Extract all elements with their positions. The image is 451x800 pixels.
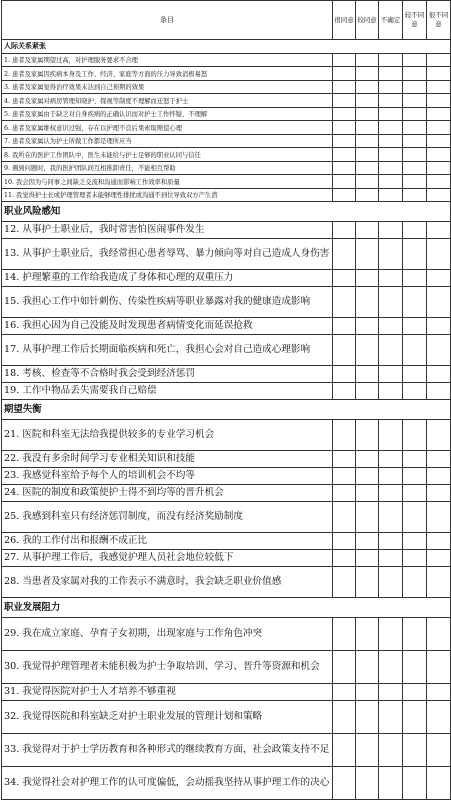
- answer-cell-strongly-agree[interactable]: [333, 107, 356, 121]
- item-text: 11. 我觉得护士长或护理管理者未能够理性排扰或沟通不到位导致双方产生潜: [2, 188, 333, 202]
- answer-cell-unsure[interactable]: [379, 451, 403, 468]
- item-text: 30. 我觉得护理管理者未能积极为护士争取培训、学习、晋升等资源和机会: [2, 651, 333, 684]
- answer-cell-strongly-agree[interactable]: [333, 468, 356, 485]
- answer-cell-agree[interactable]: [356, 80, 379, 94]
- item-text: 25. 我感到科室只有经济惩罚制度，而没有经济奖励制度: [2, 502, 333, 533]
- answer-cell-strongly-disagree[interactable]: [427, 53, 451, 67]
- item-text: 13. 从事护士职业后，我经常担心患者辱骂、暴力倾向等对自己造成人身伤害: [2, 239, 333, 270]
- answer-cell-disagree[interactable]: [403, 134, 427, 148]
- item-text: 22. 我没有多余时间学习专业相关知识和技能: [2, 451, 333, 468]
- item-text: 3. 患者及家属觉得治疗效果未达到自己预期的效果: [2, 80, 333, 94]
- answer-cell-agree[interactable]: [356, 335, 379, 366]
- section-title: 人际关系紧张: [2, 40, 451, 54]
- answer-cell-strongly-disagree[interactable]: [427, 420, 451, 451]
- section-title: 期望失衡: [2, 400, 451, 420]
- answer-cell-strongly-agree[interactable]: [333, 420, 356, 451]
- header-row: [2, 1, 451, 40]
- answer-cell-strongly-disagree[interactable]: [427, 468, 451, 485]
- answer-cell-strongly-agree[interactable]: [333, 161, 356, 175]
- answer-cell-unsure[interactable]: [379, 318, 403, 335]
- answer-cell-strongly-disagree[interactable]: [427, 335, 451, 366]
- header-option-disagree: 较不同意: [403, 1, 427, 40]
- answer-cell-strongly-disagree[interactable]: [427, 651, 451, 684]
- answer-cell-strongly-disagree[interactable]: [427, 270, 451, 287]
- answer-cell-strongly-disagree[interactable]: [427, 383, 451, 400]
- answer-cell-agree[interactable]: [356, 618, 379, 651]
- table-row: [2, 767, 451, 800]
- answer-cell-strongly-agree[interactable]: [333, 618, 356, 651]
- table-row: [2, 53, 451, 67]
- item-text: 5. 患者及家属由于缺乏对自身疾病的正确认识而对护士工作怀疑、不理解: [2, 107, 333, 121]
- answer-cell-unsure[interactable]: [379, 188, 403, 202]
- answer-cell-agree[interactable]: [356, 502, 379, 533]
- item-text: 10. 我会因为与同事之间缺乏交流和沟通而影响工作效率和质量: [2, 175, 333, 189]
- answer-cell-strongly-agree[interactable]: [333, 567, 356, 598]
- answer-cell-unsure[interactable]: [379, 287, 403, 318]
- answer-cell-strongly-disagree[interactable]: [427, 107, 451, 121]
- table-row: [2, 618, 451, 651]
- answer-cell-agree[interactable]: [356, 318, 379, 335]
- table-row: [2, 175, 451, 189]
- answer-cell-unsure[interactable]: [379, 468, 403, 485]
- answer-cell-disagree[interactable]: [403, 222, 427, 239]
- answer-cell-strongly-disagree[interactable]: [427, 239, 451, 270]
- item-text: 19. 工作中物品丢失需要我自己赔偿: [2, 383, 333, 400]
- questionnaire-table: [1, 0, 451, 800]
- header-option-agree: 较同意: [356, 1, 379, 40]
- answer-cell-disagree[interactable]: [403, 734, 427, 767]
- table-row: [2, 134, 451, 148]
- answer-cell-unsure[interactable]: [379, 485, 403, 502]
- answer-cell-agree[interactable]: [356, 148, 379, 162]
- answer-cell-disagree[interactable]: [403, 550, 427, 567]
- answer-cell-strongly-disagree[interactable]: [427, 287, 451, 318]
- table-row: [2, 651, 451, 684]
- answer-cell-disagree[interactable]: [403, 270, 427, 287]
- answer-cell-strongly-disagree[interactable]: [427, 485, 451, 502]
- answer-cell-strongly-agree[interactable]: [333, 222, 356, 239]
- answer-cell-strongly-agree[interactable]: [333, 767, 356, 800]
- answer-cell-unsure[interactable]: [379, 502, 403, 533]
- header-item-column: 条目: [2, 1, 333, 40]
- answer-cell-disagree[interactable]: [403, 53, 427, 67]
- table-row: [2, 383, 451, 400]
- item-text: 17. 从事护理工作后长期面临疾病和死亡，我担心会对自己造成心理影响: [2, 335, 333, 366]
- answer-cell-unsure[interactable]: [379, 420, 403, 451]
- answer-cell-agree[interactable]: [356, 107, 379, 121]
- item-text: 31. 我觉得医院对护士人才培养不够重视: [2, 684, 333, 701]
- section-row: [2, 202, 451, 222]
- answer-cell-strongly-disagree[interactable]: [427, 734, 451, 767]
- answer-cell-disagree[interactable]: [403, 80, 427, 94]
- answer-cell-strongly-agree[interactable]: [333, 651, 356, 684]
- answer-cell-strongly-disagree[interactable]: [427, 533, 451, 550]
- answer-cell-disagree[interactable]: [403, 485, 427, 502]
- answer-cell-strongly-agree[interactable]: [333, 134, 356, 148]
- answer-cell-agree[interactable]: [356, 767, 379, 800]
- answer-cell-unsure[interactable]: [379, 335, 403, 366]
- answer-cell-disagree[interactable]: [403, 175, 427, 189]
- answer-cell-disagree[interactable]: [403, 335, 427, 366]
- table-row: [2, 533, 451, 550]
- table-row: [2, 161, 451, 175]
- answer-cell-strongly-disagree[interactable]: [427, 175, 451, 189]
- answer-cell-strongly-disagree[interactable]: [427, 67, 451, 81]
- answer-cell-strongly-agree[interactable]: [333, 270, 356, 287]
- table-row: [2, 287, 451, 318]
- table-row: [2, 222, 451, 239]
- answer-cell-agree[interactable]: [356, 684, 379, 701]
- table-row: [2, 107, 451, 121]
- answer-cell-strongly-agree[interactable]: [333, 287, 356, 318]
- answer-cell-agree[interactable]: [356, 53, 379, 67]
- answer-cell-strongly-disagree[interactable]: [427, 80, 451, 94]
- answer-cell-strongly-disagree[interactable]: [427, 366, 451, 383]
- answer-cell-disagree[interactable]: [403, 318, 427, 335]
- header-option-strongly-agree: 很同意: [333, 1, 356, 40]
- answer-cell-disagree[interactable]: [403, 651, 427, 684]
- item-text: 16. 我担心因为自己没能及时发现患者病情变化而延误抢救: [2, 318, 333, 335]
- answer-cell-strongly-agree[interactable]: [333, 53, 356, 67]
- answer-cell-strongly-disagree[interactable]: [427, 94, 451, 108]
- answer-cell-unsure[interactable]: [379, 94, 403, 108]
- answer-cell-agree[interactable]: [356, 550, 379, 567]
- item-text: 4. 患者及家属对病房管理知晓护、探视等制度不理解而迁怒于护士: [2, 94, 333, 108]
- answer-cell-disagree[interactable]: [403, 121, 427, 135]
- answer-cell-strongly-agree[interactable]: [333, 383, 356, 400]
- section-row: [2, 40, 451, 54]
- answer-cell-disagree[interactable]: [403, 239, 427, 270]
- item-text: 32. 我觉得医院和科室缺乏对护士职业发展的管理计划和策略: [2, 701, 333, 734]
- answer-cell-disagree[interactable]: [403, 287, 427, 318]
- item-text: 28. 当患者及家属对我的工作表示不满意时，我会缺乏职业价值感: [2, 567, 333, 598]
- answer-cell-strongly-agree[interactable]: [333, 121, 356, 135]
- item-text: 6. 患者及家属维权意识过强，存在以护理不良后果索取赔偿心理: [2, 121, 333, 135]
- answer-cell-unsure[interactable]: [379, 366, 403, 383]
- answer-cell-strongly-disagree[interactable]: [427, 451, 451, 468]
- answer-cell-agree[interactable]: [356, 701, 379, 734]
- answer-cell-agree[interactable]: [356, 134, 379, 148]
- answer-cell-strongly-agree[interactable]: [333, 701, 356, 734]
- answer-cell-unsure[interactable]: [379, 222, 403, 239]
- answer-cell-strongly-disagree[interactable]: [427, 148, 451, 162]
- answer-cell-unsure[interactable]: [379, 53, 403, 67]
- item-text: 23. 我感觉科室给予每个人的培训机会不均等: [2, 468, 333, 485]
- answer-cell-strongly-disagree[interactable]: [427, 550, 451, 567]
- table-row: [2, 420, 451, 451]
- answer-cell-strongly-agree[interactable]: [333, 335, 356, 366]
- table-row: [2, 121, 451, 135]
- answer-cell-unsure[interactable]: [379, 651, 403, 684]
- answer-cell-strongly-disagree[interactable]: [427, 767, 451, 800]
- answer-cell-disagree[interactable]: [403, 148, 427, 162]
- answer-cell-agree[interactable]: [356, 468, 379, 485]
- answer-cell-strongly-agree[interactable]: [333, 734, 356, 767]
- answer-cell-strongly-agree[interactable]: [333, 175, 356, 189]
- item-text: 27. 从事护理工作后，我感觉护理人员社会地位较低下: [2, 550, 333, 567]
- answer-cell-unsure[interactable]: [379, 134, 403, 148]
- item-text: 1. 患者及家属期望过高，对护理服务要求不合理: [2, 53, 333, 67]
- answer-cell-agree[interactable]: [356, 67, 379, 81]
- answer-cell-unsure[interactable]: [379, 383, 403, 400]
- answer-cell-disagree[interactable]: [403, 767, 427, 800]
- item-text: 33. 我觉得对于护士学历教育和各种形式的继续教育方面，社会政策支持不足: [2, 734, 333, 767]
- answer-cell-disagree[interactable]: [403, 468, 427, 485]
- answer-cell-strongly-agree[interactable]: [333, 684, 356, 701]
- answer-cell-strongly-disagree[interactable]: [427, 567, 451, 598]
- table-row: [2, 734, 451, 767]
- answer-cell-agree[interactable]: [356, 161, 379, 175]
- answer-cell-strongly-agree[interactable]: [333, 502, 356, 533]
- answer-cell-disagree[interactable]: [403, 701, 427, 734]
- answer-cell-unsure[interactable]: [379, 533, 403, 550]
- answer-cell-strongly-disagree[interactable]: [427, 318, 451, 335]
- answer-cell-disagree[interactable]: [403, 188, 427, 202]
- answer-cell-strongly-agree[interactable]: [333, 533, 356, 550]
- item-text: 24. 医院的制度和政策使护士得不到均等的晋升机会: [2, 485, 333, 502]
- answer-cell-agree[interactable]: [356, 222, 379, 239]
- answer-cell-strongly-disagree[interactable]: [427, 121, 451, 135]
- answer-cell-unsure[interactable]: [379, 270, 403, 287]
- table-row: [2, 318, 451, 335]
- table-row: [2, 550, 451, 567]
- item-text: 8. 我所在的医护工作团队中，医生未能给与护士足够的职业认同与信任: [2, 148, 333, 162]
- answer-cell-unsure[interactable]: [379, 107, 403, 121]
- answer-cell-strongly-disagree[interactable]: [427, 701, 451, 734]
- table-row: [2, 502, 451, 533]
- item-text: 14. 护理繁重的工作给我造成了身体和心理的双重压力: [2, 270, 333, 287]
- answer-cell-strongly-disagree[interactable]: [427, 134, 451, 148]
- answer-cell-unsure[interactable]: [379, 550, 403, 567]
- table-row: [2, 67, 451, 81]
- answer-cell-disagree[interactable]: [403, 420, 427, 451]
- answer-cell-agree[interactable]: [356, 287, 379, 318]
- answer-cell-unsure[interactable]: [379, 618, 403, 651]
- answer-cell-agree[interactable]: [356, 451, 379, 468]
- answer-cell-strongly-disagree[interactable]: [427, 502, 451, 533]
- table-row: [2, 148, 451, 162]
- answer-cell-agree[interactable]: [356, 94, 379, 108]
- table-row: [2, 485, 451, 502]
- section-title: 职业风险感知: [2, 202, 451, 222]
- answer-cell-disagree[interactable]: [403, 383, 427, 400]
- answer-cell-agree[interactable]: [356, 239, 379, 270]
- header-option-unsure: 不确定: [379, 1, 403, 40]
- answer-cell-strongly-disagree[interactable]: [427, 684, 451, 701]
- item-text: 18. 考核、检查等不合格时我会受到经济惩罚: [2, 366, 333, 383]
- table-row: [2, 366, 451, 383]
- answer-cell-disagree[interactable]: [403, 366, 427, 383]
- answer-cell-agree[interactable]: [356, 567, 379, 598]
- answer-cell-disagree[interactable]: [403, 533, 427, 550]
- answer-cell-unsure[interactable]: [379, 767, 403, 800]
- answer-cell-strongly-disagree[interactable]: [427, 161, 451, 175]
- answer-cell-disagree[interactable]: [403, 451, 427, 468]
- table-row: [2, 80, 451, 94]
- answer-cell-strongly-agree[interactable]: [333, 188, 356, 202]
- answer-cell-disagree[interactable]: [403, 684, 427, 701]
- item-text: 34. 我觉得社会对护理工作的认可度偏低，会动摇我坚持从事护理工作的决心: [2, 767, 333, 800]
- item-text: 12. 从事护士职业后，我时常害怕医闹事件发生: [2, 222, 333, 239]
- answer-cell-strongly-agree[interactable]: [333, 451, 356, 468]
- item-text: 21. 医院和科室无法给我提供较多的专业学习机会: [2, 420, 333, 451]
- answer-cell-unsure[interactable]: [379, 701, 403, 734]
- answer-cell-disagree[interactable]: [403, 618, 427, 651]
- answer-cell-strongly-disagree[interactable]: [427, 188, 451, 202]
- item-text: 26. 我的工作付出和报酬不成正比: [2, 533, 333, 550]
- answer-cell-strongly-agree[interactable]: [333, 485, 356, 502]
- answer-cell-agree[interactable]: [356, 420, 379, 451]
- answer-cell-disagree[interactable]: [403, 567, 427, 598]
- answer-cell-agree[interactable]: [356, 734, 379, 767]
- answer-cell-agree[interactable]: [356, 533, 379, 550]
- table-row: [2, 270, 451, 287]
- item-text: 15. 我担心工作中如针刺伤、传染性疾病等职业暴露对我的健康造成影响: [2, 287, 333, 318]
- answer-cell-agree[interactable]: [356, 270, 379, 287]
- answer-cell-agree[interactable]: [356, 366, 379, 383]
- table-row: [2, 684, 451, 701]
- answer-cell-strongly-agree[interactable]: [333, 94, 356, 108]
- answer-cell-agree[interactable]: [356, 121, 379, 135]
- answer-cell-agree[interactable]: [356, 175, 379, 189]
- answer-cell-unsure[interactable]: [379, 80, 403, 94]
- answer-cell-agree[interactable]: [356, 651, 379, 684]
- answer-cell-unsure[interactable]: [379, 67, 403, 81]
- answer-cell-strongly-agree[interactable]: [333, 239, 356, 270]
- item-text: 7. 患者及家属认为护士所做工作都是理所应当: [2, 134, 333, 148]
- answer-cell-unsure[interactable]: [379, 148, 403, 162]
- answer-cell-disagree[interactable]: [403, 161, 427, 175]
- answer-cell-strongly-agree[interactable]: [333, 80, 356, 94]
- answer-cell-disagree[interactable]: [403, 107, 427, 121]
- answer-cell-agree[interactable]: [356, 188, 379, 202]
- answer-cell-strongly-agree[interactable]: [333, 148, 356, 162]
- table-row: [2, 188, 451, 202]
- table-row: [2, 567, 451, 598]
- table-row: [2, 239, 451, 270]
- table-row: [2, 94, 451, 108]
- item-text: 9. 遇到问题时，我的医护团队间互相推卸责任，不能相互帮助: [2, 161, 333, 175]
- answer-cell-strongly-agree[interactable]: [333, 67, 356, 81]
- answer-cell-strongly-agree[interactable]: [333, 318, 356, 335]
- answer-cell-unsure[interactable]: [379, 161, 403, 175]
- answer-cell-unsure[interactable]: [379, 121, 403, 135]
- section-row: [2, 598, 451, 618]
- answer-cell-strongly-agree[interactable]: [333, 550, 356, 567]
- answer-cell-unsure[interactable]: [379, 734, 403, 767]
- header-option-strongly-disagree: 很不同意: [427, 1, 451, 40]
- answer-cell-unsure[interactable]: [379, 684, 403, 701]
- item-text: 2. 患者及家属因疾病本身及工作、经济、家庭等方面的压力导致消极易怒: [2, 67, 333, 81]
- answer-cell-disagree[interactable]: [403, 502, 427, 533]
- answer-cell-strongly-disagree[interactable]: [427, 618, 451, 651]
- answer-cell-agree[interactable]: [356, 485, 379, 502]
- table-row: [2, 335, 451, 366]
- answer-cell-strongly-disagree[interactable]: [427, 222, 451, 239]
- answer-cell-disagree[interactable]: [403, 67, 427, 81]
- answer-cell-disagree[interactable]: [403, 94, 427, 108]
- answer-cell-unsure[interactable]: [379, 175, 403, 189]
- answer-cell-unsure[interactable]: [379, 239, 403, 270]
- table-row: [2, 468, 451, 485]
- answer-cell-strongly-agree[interactable]: [333, 366, 356, 383]
- item-text: 29. 我在成立家庭、孕育子女初期，出现家庭与工作角色冲突: [2, 618, 333, 651]
- table-row: [2, 451, 451, 468]
- section-row: [2, 400, 451, 420]
- section-title: 职业发展阻力: [2, 598, 451, 618]
- answer-cell-unsure[interactable]: [379, 567, 403, 598]
- table-row: [2, 701, 451, 734]
- answer-cell-agree[interactable]: [356, 383, 379, 400]
